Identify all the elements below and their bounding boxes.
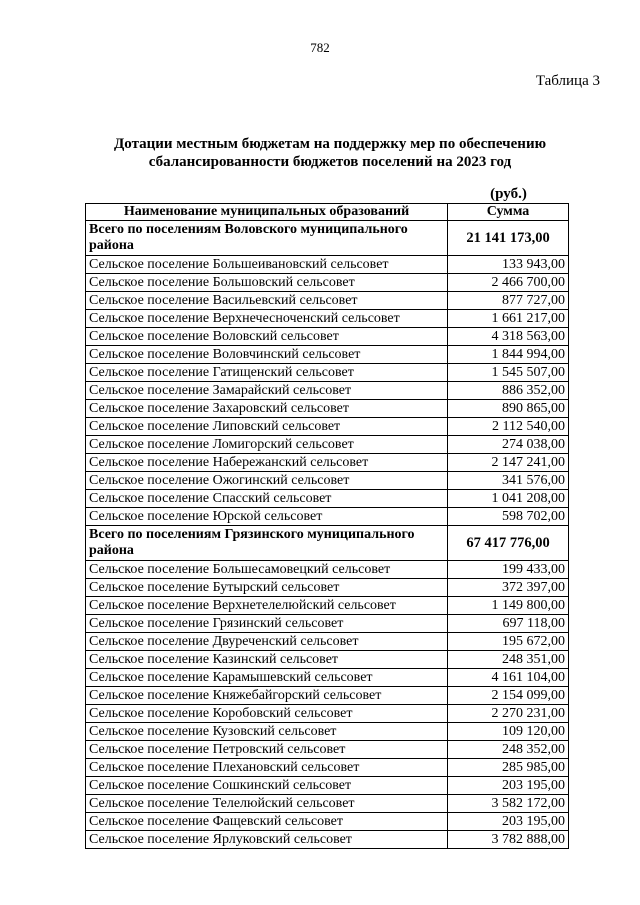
row-sum: 109 120,00 bbox=[448, 723, 569, 741]
table-row bbox=[86, 490, 569, 508]
row-sum: 1 041 208,00 bbox=[448, 490, 569, 508]
table-row bbox=[86, 346, 569, 364]
row-sum: 2 270 231,00 bbox=[448, 705, 569, 723]
row-name: Сельское поселение Юрской сельсовет bbox=[86, 508, 448, 526]
row-name: Сельское поселение Ломигорский сельсовет bbox=[86, 436, 448, 454]
unit-label: (руб.) bbox=[490, 186, 527, 202]
page-number: 782 bbox=[310, 40, 330, 55]
row-sum: 4 161 104,00 bbox=[448, 669, 569, 687]
row-name: Всего по поселениям Грязинского муниципального района bbox=[86, 526, 448, 561]
row-sum: 890 865,00 bbox=[448, 400, 569, 418]
document-title bbox=[70, 135, 590, 171]
row-sum: 199 433,00 bbox=[448, 561, 569, 579]
row-sum: 2 466 700,00 bbox=[448, 274, 569, 292]
row-name: Сельское поселение Ярлуковский сельсовет bbox=[86, 831, 448, 849]
row-sum: 598 702,00 bbox=[448, 508, 569, 526]
table-row bbox=[86, 400, 569, 418]
row-name: Сельское поселение Воловский сельсовет bbox=[86, 328, 448, 346]
table-row bbox=[86, 579, 569, 597]
row-name: Сельское поселение Большовский сельсовет bbox=[86, 274, 448, 292]
row-sum: 21 141 173,00 bbox=[448, 221, 569, 256]
table-row bbox=[86, 777, 569, 795]
row-name: Сельское поселение Княжебайгорский сельсовет bbox=[86, 687, 448, 705]
table-row bbox=[86, 723, 569, 741]
table-row bbox=[86, 705, 569, 723]
table-row bbox=[86, 795, 569, 813]
table-row bbox=[86, 292, 569, 310]
row-sum: 274 038,00 bbox=[448, 436, 569, 454]
row-sum: 248 352,00 bbox=[448, 741, 569, 759]
table-row bbox=[86, 669, 569, 687]
row-name: Сельское поселение Воловчинский сельсовет bbox=[86, 346, 448, 364]
title-line-2: сбалансированности бюджетов поселений на 2023 год bbox=[148, 154, 512, 170]
table-row bbox=[86, 418, 569, 436]
row-name: Сельское поселение Коробовский сельсовет bbox=[86, 705, 448, 723]
row-name: Сельское поселение Гатищенский сельсовет bbox=[86, 364, 448, 382]
row-sum: 372 397,00 bbox=[448, 579, 569, 597]
table-row bbox=[86, 364, 569, 382]
row-name: Сельское поселение Большеивановский сельсовет bbox=[86, 256, 448, 274]
row-name: Сельское поселение Набережанский сельсовет bbox=[86, 454, 448, 472]
row-sum: 67 417 776,00 bbox=[448, 526, 569, 561]
row-sum: 1 149 800,00 bbox=[448, 597, 569, 615]
row-name: Сельское поселение Карамышевский сельсовет bbox=[86, 669, 448, 687]
header-name: Наименование муниципальных образований bbox=[86, 204, 448, 221]
row-sum: 1 545 507,00 bbox=[448, 364, 569, 382]
row-sum: 2 154 099,00 bbox=[448, 687, 569, 705]
row-sum: 2 147 241,00 bbox=[448, 454, 569, 472]
table-row bbox=[86, 813, 569, 831]
row-sum: 203 195,00 bbox=[448, 813, 569, 831]
table-header-row bbox=[86, 204, 569, 221]
row-sum: 285 985,00 bbox=[448, 759, 569, 777]
row-sum: 133 943,00 bbox=[448, 256, 569, 274]
row-sum: 886 352,00 bbox=[448, 382, 569, 400]
row-sum: 3 582 172,00 bbox=[448, 795, 569, 813]
header-sum: Сумма bbox=[448, 204, 569, 221]
table-row bbox=[86, 759, 569, 777]
row-sum: 1 844 994,00 bbox=[448, 346, 569, 364]
row-sum: 248 351,00 bbox=[448, 651, 569, 669]
table-row bbox=[86, 256, 569, 274]
row-sum: 2 112 540,00 bbox=[448, 418, 569, 436]
row-sum: 203 195,00 bbox=[448, 777, 569, 795]
row-name: Сельское поселение Бутырский сельсовет bbox=[86, 579, 448, 597]
table-row bbox=[86, 274, 569, 292]
row-sum: 697 118,00 bbox=[448, 615, 569, 633]
table-row bbox=[86, 454, 569, 472]
row-name: Сельское поселение Петровский сельсовет bbox=[86, 741, 448, 759]
subsidy-table bbox=[85, 203, 569, 849]
table-label: Таблица 3 bbox=[535, 73, 600, 89]
row-sum: 195 672,00 bbox=[448, 633, 569, 651]
table-row bbox=[86, 328, 569, 346]
row-name: Сельское поселение Захаровский сельсовет bbox=[86, 400, 448, 418]
row-name: Сельское поселение Телелюйский сельсовет bbox=[86, 795, 448, 813]
row-sum: 341 576,00 bbox=[448, 472, 569, 490]
row-sum: 877 727,00 bbox=[448, 292, 569, 310]
table-row bbox=[86, 310, 569, 328]
table-row bbox=[86, 831, 569, 849]
row-name: Сельское поселение Верхнечесноченский сельсовет bbox=[86, 310, 448, 328]
row-name: Сельское поселение Ожогинский сельсовет bbox=[86, 472, 448, 490]
row-name: Сельское поселение Сошкинский сельсовет bbox=[86, 777, 448, 795]
row-name: Сельское поселение Кузовский сельсовет bbox=[86, 723, 448, 741]
table-row bbox=[86, 615, 569, 633]
row-name: Сельское поселение Верхнетелелюйский сельсовет bbox=[86, 597, 448, 615]
table-row bbox=[86, 597, 569, 615]
row-name: Сельское поселение Плехановский сельсовет bbox=[86, 759, 448, 777]
table-row bbox=[86, 561, 569, 579]
table-row bbox=[86, 633, 569, 651]
row-sum: 4 318 563,00 bbox=[448, 328, 569, 346]
row-name: Сельское поселение Грязинский сельсовет bbox=[86, 615, 448, 633]
row-name: Сельское поселение Казинский сельсовет bbox=[86, 651, 448, 669]
district-total-row bbox=[86, 526, 569, 561]
row-name: Сельское поселение Большесамовецкий сельсовет bbox=[86, 561, 448, 579]
row-name: Сельское поселение Двуреченский сельсовет bbox=[86, 633, 448, 651]
table-row bbox=[86, 472, 569, 490]
table-row bbox=[86, 687, 569, 705]
table-row bbox=[86, 508, 569, 526]
row-name: Сельское поселение Липовский сельсовет bbox=[86, 418, 448, 436]
district-total-row bbox=[86, 221, 569, 256]
table-row bbox=[86, 741, 569, 759]
row-name: Сельское поселение Васильевский сельсовет bbox=[86, 292, 448, 310]
row-name: Сельское поселение Фащевский сельсовет bbox=[86, 813, 448, 831]
row-name: Всего по поселениям Воловского муниципального района bbox=[86, 221, 448, 256]
row-name: Сельское поселение Замарайский сельсовет bbox=[86, 382, 448, 400]
table-row bbox=[86, 436, 569, 454]
title-line-1: Дотации местным бюджетам на поддержку мер по обеспечению bbox=[113, 136, 547, 152]
row-sum: 1 661 217,00 bbox=[448, 310, 569, 328]
table-row bbox=[86, 382, 569, 400]
row-sum: 3 782 888,00 bbox=[448, 831, 569, 849]
table-row bbox=[86, 651, 569, 669]
row-name: Сельское поселение Спасский сельсовет bbox=[86, 490, 448, 508]
